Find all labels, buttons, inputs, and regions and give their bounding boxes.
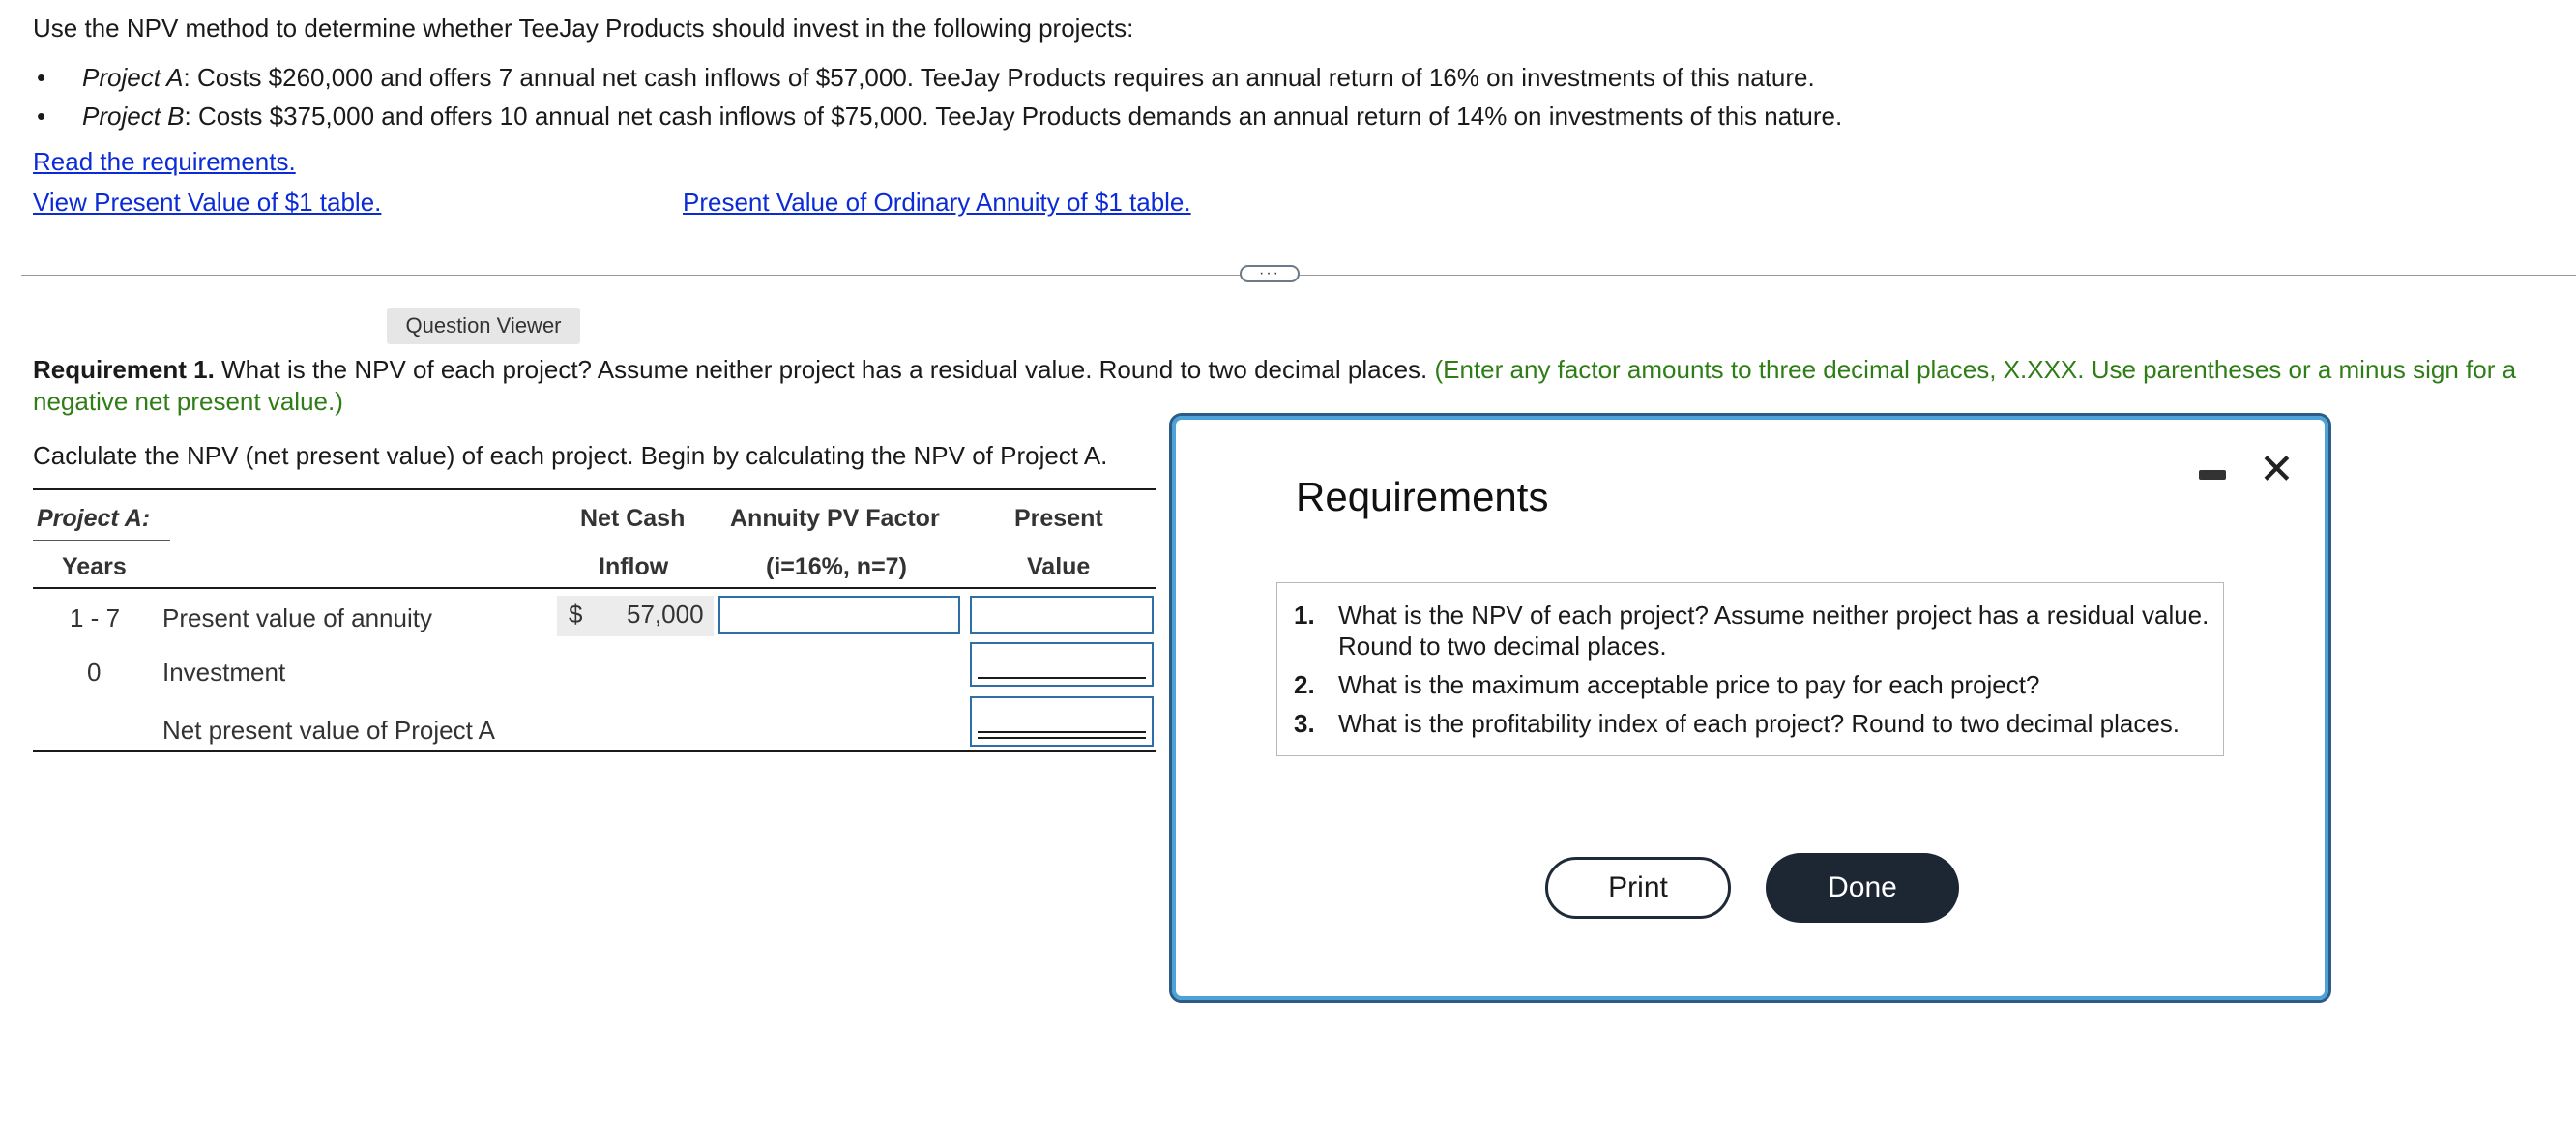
row-years: 0 [87, 658, 102, 687]
row-label: Net present value of Project A [162, 716, 495, 745]
calc-instruction: Caclulate the NPV (net present value) of each project. Begin by calculating the NPV of Project A. [33, 441, 1108, 470]
table-bottom-rule [33, 750, 1156, 752]
expand-button[interactable]: ··· [1240, 265, 1300, 282]
requirement-text: What is the NPV of each project? Assume neither project has a residual value. Round to two decimal places. [214, 355, 1435, 384]
project-name: Project B [82, 102, 185, 131]
close-icon[interactable]: ✕ [2259, 446, 2295, 493]
npv-project-a-input[interactable] [970, 696, 1154, 747]
requirement-1-prompt [33, 354, 2547, 418]
pv-annuity-input[interactable] [970, 596, 1154, 634]
question-viewer-button[interactable]: Question Viewer [387, 308, 580, 344]
currency-symbol: $ [569, 600, 583, 629]
annuity-factor-input[interactable] [718, 596, 960, 634]
print-button[interactable]: Print [1545, 857, 1731, 919]
project-description: : Costs $375,000 and offers 10 annual net cash inflows of $75,000. TeeJay Products demands an annual return of 14% on investments of this nature. [184, 102, 1843, 131]
years-header-rule [33, 540, 170, 541]
header-present: Present [1014, 505, 1103, 532]
list-item [1294, 669, 2222, 700]
table-top-rule [33, 488, 1156, 490]
read-requirements-link[interactable]: Read the requirements. [33, 147, 296, 176]
requirement-hint: (Enter any factor amounts to three decimal places, X.XXX. Use parentheses or a minus sign for a negative net present value.) [33, 355, 2517, 416]
row-label: Investment [162, 658, 286, 687]
investment-input[interactable] [970, 642, 1154, 687]
header-bottom-rule [33, 587, 1156, 589]
project-label: Project A: [37, 505, 151, 532]
item-text: What is the maximum acceptable price to pay for each project? [1338, 670, 2040, 699]
list-item [1294, 600, 2222, 662]
project-description: : Costs $260,000 and offers 7 annual net cash inflows of $57,000. TeeJay Products requires an annual return of 16% on investments of this nature. [183, 63, 1815, 92]
pv-table-link[interactable]: View Present Value of $1 table. [33, 188, 382, 217]
row-label: Present value of annuity [162, 603, 432, 632]
row-years: 1 - 7 [70, 603, 121, 632]
intro-text: Use the NPV method to determine whether TeeJay Products should invest in the following projects: [33, 14, 1134, 43]
requirement-label: Requirement 1. [33, 355, 215, 384]
header-factor-params: (i=16%, n=7) [766, 553, 907, 580]
list-item [33, 101, 1842, 139]
project-name: Project A [82, 63, 184, 92]
done-button[interactable]: Done [1766, 853, 1959, 923]
requirements-list [1294, 600, 2222, 747]
pv-annuity-table-link[interactable]: Present Value of Ordinary Annuity of $1 table. [683, 188, 1191, 217]
item-number: 1. [1294, 601, 1315, 630]
item-number: 3. [1294, 709, 1315, 738]
header-years: Years [62, 553, 127, 580]
net-cash-inflow-value: 57,000 [627, 600, 704, 629]
bullet-icon: • [37, 63, 46, 92]
subtotal-underline [978, 677, 1146, 679]
header-factor: Annuity PV Factor [730, 505, 940, 532]
header-value: Value [1027, 553, 1091, 580]
bullet-icon: • [37, 102, 46, 131]
total-double-underline-bottom [978, 737, 1146, 739]
item-text: What is the NPV of each project? Assume neither project has a residual value. Round to two decimal places. [1338, 601, 2210, 661]
total-double-underline-top [978, 731, 1146, 733]
dialog-title: Requirements [1296, 474, 1549, 519]
header-net-cash: Net Cash [580, 505, 686, 532]
list-item [1294, 708, 2222, 739]
minimize-icon[interactable] [2199, 470, 2226, 480]
project-list [33, 62, 1842, 139]
header-inflow: Inflow [599, 553, 669, 580]
list-item [33, 62, 1842, 101]
item-number: 2. [1294, 670, 1315, 699]
item-text: What is the profitability index of each project? Round to two decimal places. [1338, 709, 2181, 738]
